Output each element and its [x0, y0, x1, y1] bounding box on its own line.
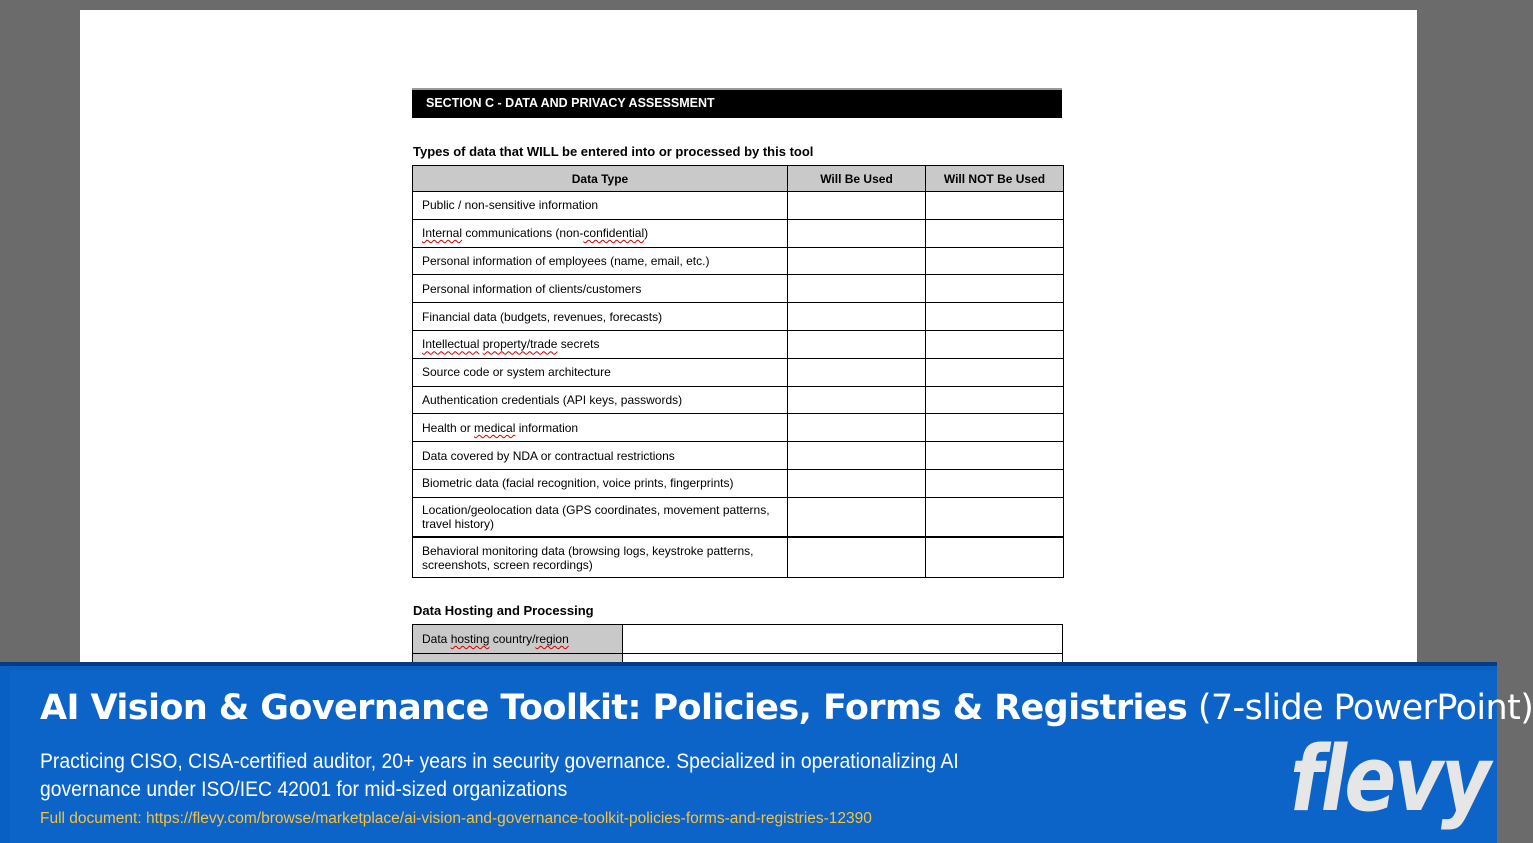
table-header-row: [413, 166, 1064, 192]
column-header-will-not-be-used: Will NOT Be Used: [926, 166, 1064, 192]
data-type-cell: Data covered by NDA or contractual restrictions: [413, 442, 788, 470]
data-type-cell: Behavioral monitoring data (browsing logs, keystroke patterns, screenshots, screen recordings): [413, 537, 788, 577]
table-row: [413, 625, 1063, 654]
will-not-be-used-cell[interactable]: [926, 497, 1064, 537]
will-not-be-used-cell[interactable]: [926, 537, 1064, 577]
will-not-be-used-cell[interactable]: [926, 275, 1064, 303]
banner-title-main: AI Vision & Governance Toolkit: Policies, Forms & Registries: [40, 688, 1188, 728]
will-not-be-used-cell[interactable]: [926, 442, 1064, 470]
banner-title-suffix: (7-slide PowerPoint): [1197, 688, 1533, 728]
will-not-be-used-cell[interactable]: [926, 303, 1064, 331]
section-title: SECTION C - DATA AND PRIVACY ASSESSMENT: [412, 88, 1062, 118]
table-row: [413, 537, 1064, 577]
table-row: [413, 330, 1064, 358]
banner-subtitle: Practicing CISO, CISA-certified auditor, 20+ years in security governance. Specialized in operationalizing AI governance under ISO/IEC 42001 for mid-sized organizations: [40, 750, 959, 801]
data-type-cell: Personal information of employees (name, email, etc.): [413, 247, 788, 275]
table-row: [413, 303, 1064, 331]
table-row: [413, 247, 1064, 275]
data-type-cell: Health or medical information: [413, 414, 788, 442]
will-be-used-cell[interactable]: [788, 442, 926, 470]
table-row: [413, 442, 1064, 470]
hosting-heading: Data Hosting and Processing: [413, 603, 594, 618]
data-type-cell: Personal information of clients/customers: [413, 275, 788, 303]
will-not-be-used-cell[interactable]: [926, 192, 1064, 220]
banner-title: [40, 688, 1533, 728]
table-row: [413, 497, 1064, 537]
will-be-used-cell[interactable]: [788, 414, 926, 442]
will-not-be-used-cell[interactable]: [926, 386, 1064, 414]
data-types-table: [412, 165, 1064, 578]
column-header-will-be-used: Will Be Used: [788, 166, 926, 192]
will-be-used-cell[interactable]: [788, 537, 926, 577]
document-link[interactable]: Full document: https://flevy.com/browse/marketplace/ai-vision-and-governance-toolkit-policies-forms-and-registries-12390: [40, 810, 872, 827]
will-not-be-used-cell[interactable]: [926, 469, 1064, 497]
will-be-used-cell[interactable]: [788, 386, 926, 414]
will-be-used-cell[interactable]: [788, 497, 926, 537]
will-be-used-cell[interactable]: [788, 358, 926, 386]
column-header-data-type: Data Type: [413, 166, 788, 192]
will-be-used-cell[interactable]: [788, 247, 926, 275]
will-not-be-used-cell[interactable]: [926, 414, 1064, 442]
table-row: [413, 469, 1064, 497]
hosting-value-cell[interactable]: [623, 625, 1063, 654]
hosting-label-cell: Data hosting country/region: [413, 625, 623, 654]
table-row: [413, 386, 1064, 414]
data-type-cell: Financial data (budgets, revenues, forecasts): [413, 303, 788, 331]
data-type-cell: Authentication credentials (API keys, passwords): [413, 386, 788, 414]
will-be-used-cell[interactable]: [788, 330, 926, 358]
will-be-used-cell[interactable]: [788, 275, 926, 303]
data-type-cell: Intellectual property/trade secrets: [413, 330, 788, 358]
will-not-be-used-cell[interactable]: [926, 247, 1064, 275]
data-type-cell: Biometric data (facial recognition, voice prints, fingerprints): [413, 469, 788, 497]
data-type-cell: Internal communications (non-confidential): [413, 219, 788, 247]
table-row: [413, 275, 1064, 303]
data-type-cell: Public / non-sensitive information: [413, 192, 788, 220]
table-row: [413, 358, 1064, 386]
will-be-used-cell[interactable]: [788, 192, 926, 220]
document-page: [80, 10, 1417, 670]
data-types-heading: Types of data that WILL be entered into or processed by this tool: [413, 144, 814, 159]
will-be-used-cell[interactable]: [788, 303, 926, 331]
data-type-cell: Location/geolocation data (GPS coordinates, movement patterns, travel history): [413, 497, 788, 537]
will-be-used-cell[interactable]: [788, 469, 926, 497]
will-not-be-used-cell[interactable]: [926, 219, 1064, 247]
data-type-cell: Source code or system architecture: [413, 358, 788, 386]
will-not-be-used-cell[interactable]: [926, 358, 1064, 386]
table-row: [413, 414, 1064, 442]
will-not-be-used-cell[interactable]: [926, 330, 1064, 358]
flevy-logo: flevy: [1290, 727, 1489, 832]
table-row: [413, 219, 1064, 247]
table-row: [413, 192, 1064, 220]
will-be-used-cell[interactable]: [788, 219, 926, 247]
